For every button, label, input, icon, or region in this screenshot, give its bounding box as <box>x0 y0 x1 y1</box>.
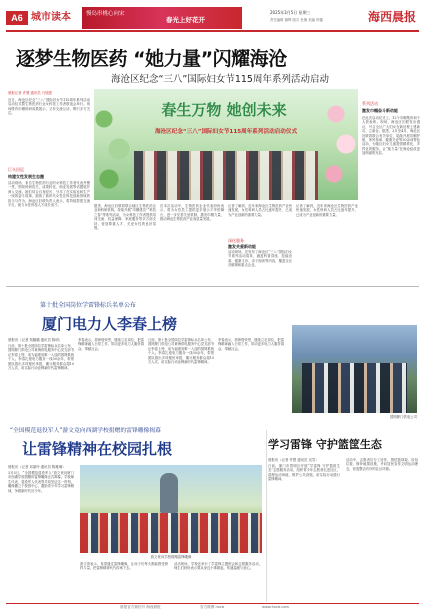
footer-rule <box>6 603 419 604</box>
lead-subheading-3: 深化服务 <box>228 238 244 243</box>
date-line: 2025年3月5日 星期三 <box>270 10 311 15</box>
header-rule <box>6 30 419 32</box>
story3-kicker: “全国模范退役军人”游文竟向西湖学校捐赠的雷锋雕像揭幕 <box>10 428 161 434</box>
story3-photo <box>80 465 262 553</box>
story3-photo-statue <box>160 473 178 513</box>
footer-right: www.hxcb.com <box>262 605 290 609</box>
stage-photo <box>94 89 358 200</box>
lead-body-col3: 在本次活动中，生物医药企业代表纷纷表示，将为女性员工提供更多展示才华的舞台，进一步完善关爱机制，激发巾帼力量，推动海沧生物医药产业高质量发展。 <box>160 204 224 222</box>
story3-body-col3: 活动现场，学校还举行了学雷锋主题班会和志愿服务活动，师生们纷纷表示要从身边小事做起，传递温暖与爱心。 <box>174 562 262 571</box>
story3-title: 让雷锋精神在校园扎根 <box>22 440 173 458</box>
story3-byline: 晨报讯（记者 邓丽玲 通讯员 陈雅琳） <box>8 465 66 469</box>
story4-body-col2: 活动中，志愿者们分工协作，擦拭篮球架、捡拾垃圾、修补破损设施，并向居民宣传文明运动理念，营造整洁有序的社区环境。 <box>346 458 418 471</box>
lead-subheading-4: 激发关爱新动能 <box>228 244 256 249</box>
stage-photo-sub-text: 海沧区纪念“三八”国际妇女节115周年系列活动启动仪式 <box>154 129 298 135</box>
story3-body-col1: 3月5日，“全国模范退役军人”游文竟向厦门市西湖学校捐赠的雷锋雕像正式揭幕。学校师生代表、退役军人代表等共同见证这一时刻。雕像矗立于校园中心，激励青少年学习雷锋精神，争做新时代好少年。 <box>8 471 74 493</box>
story2-byline: 晨报讯（记者 郑璐璐 通讯员 陈明） <box>8 338 63 342</box>
story3-photo-people <box>80 513 262 553</box>
section-name: 城市读本 <box>31 12 71 23</box>
banner-right-text: 春光上好花开 <box>166 16 205 24</box>
story2-photo-caption: 国网厦门供电公司 <box>389 415 417 419</box>
lead-separator <box>6 286 419 287</box>
side-heading-1: 系列活动 <box>362 101 378 106</box>
side-heading-2: 激发巾帼奋斗新动能 <box>362 108 398 113</box>
lead-body-col1: 活动现场，来自生物医药行业的女科技工作者代表齐聚一堂，围绕科研攻关、成果转化、职业发展等话题展开深入交流。她们结合自身经历，分享了在实验室和生产一线的奋斗故事，展现了新时代女性在科技创新领域的担当与作为。海沧区妇联负责人表示，将持续搭建交流平台，助力女性科技人才成长成才。 <box>8 181 90 208</box>
story3-photo-caption: 游文竟向学校捐赠雷锋雕像 <box>150 555 192 559</box>
story2-body-col4: 李春表示，将珍惜荣誉，继续立足岗位，把雷锋精神融入日常工作，带动更多电力人服务群众、奉献社会。 <box>218 338 284 351</box>
story4-byline: 晨报讯（记者 许慧 通讯员 吴雪） <box>268 458 319 462</box>
story2-title: 厦门电力人李春上榜 <box>42 315 178 333</box>
logo: 海西晨报 <box>368 10 417 24</box>
lead-subheading-2: 构建女性发展生态圈 <box>8 174 44 179</box>
footer-mid: 官方微博 hxcb <box>200 605 225 609</box>
story2-photo <box>292 325 417 413</box>
story4-body-col1: 日前，厦门市思明区开展“学雷锋 守护篮筐生态”志愿服务活动，组织青少年志愿者走进社区，清理运动场地、维护公共设施，用实际行动践行雷锋精神。 <box>268 464 340 482</box>
lead-subtitle: 海沧区纪念“三八”国际妇女节115周年系列活动启动 <box>111 74 329 85</box>
story2-kicker: 第十批全国岗位学雷锋标兵名单公布 <box>40 302 137 309</box>
lead-intro: 近日，海沧区纪念“三八”国际妇女节115周年系列活动启动仪式暨生物医药行业女科技工作者联谊会举行。现场既有巾帼科研成果展示，又有交流互动，吸引多方关注。 <box>8 98 90 116</box>
side-body: 在此次启动仪式上，12个巾帼集体和个人获表彰。现场，海沧区妇联发出倡议，号召全区广大妇女在新征程上建新功、立新业。据悉，3月至4月，海沧区妇联将联合有关单位，陆续开展巾帼护航、家风传承、健康关爱等30余项特色活动，为辖区妇女儿童提供精准化、多样化的服务，让“她力量”在海沧绽放更加绚丽的光彩。 <box>362 116 420 156</box>
page-code: A6 <box>6 11 28 25</box>
footer-left: 晨报官方微信号 海西晨报 <box>120 605 161 609</box>
story3-body-col2: 游文竟表示，希望通过雷锋雕像，让孩子们每天都能感受榜样力量，把雷锋精神代代传承下去。 <box>80 562 168 571</box>
story2-body-col3: 日前，第十批全国岗位学雷锋标兵名单公布，国网厦门供电公司黄海供电服务中心党支部书记李春上榜，成为福建省唯一入选的国网系统个人。李春扎根电力服务一线30余年，带领团队推出多项便民举措，累计服务群众超10万人次，用实际行动诠释新时代雷锋精神。 <box>148 338 214 365</box>
lead-subheading-1: 巨头回巡 <box>8 167 24 172</box>
lead-title: 逐梦生物医药 “她力量”闪耀海沧 <box>16 48 287 70</box>
lead-body-col4: 记者了解到，近年来海沧区生物医药产业快速发展，女性科研人员占比逐年提升，已成为产业创新的重要力量。 <box>228 204 292 217</box>
story2-body-col2: 李春表示，将珍惜荣誉，继续立足岗位，把雷锋精神融入日常工作，带动更多电力人服务群众、奉献社会。 <box>78 338 144 351</box>
lead-body-col6: 记者了解到，近年来海沧区生物医药产业快速发展，女性科研人员占比逐年提升，已成为产业创新的重要力量。 <box>296 204 358 217</box>
banner-left-text: 慢岛串桃心向宋 <box>86 11 125 17</box>
lead-body-col5: 活动现场，还发布了海沧区“三八”国际妇女节系列活动清单，涵盖科普讲座、技能竞赛、健康义诊、亲子阅读等内容，覆盖全区各镇街和重点企业。 <box>228 250 292 268</box>
editor-line: 责任编辑 谢辉 版式 杜铺 美编 钟鑫 <box>270 18 323 22</box>
lead-body-col2: 据悉，海沧区妇联将联合辖区生物医药企业和科研机构，持续开展“巾帼建功”“科技之春”等系列活动，为女科技工作者提供培训交流、权益保障、家庭服务等多方面支持，营造尊重人才、关爱女性的良好氛围。 <box>94 204 156 231</box>
story4-title: 学习雷锋 守护篮筐生态 <box>268 438 382 451</box>
stage-photo-people <box>134 151 318 200</box>
story2-body-col1: 日前，第十批全国岗位学雷锋标兵名单公布，国网厦门供电公司黄海供电服务中心党支部书记李春上榜，成为福建省唯一入选的国网系统个人。李春扎根电力服务一线30余年，带领团队推出多项便民举措，累计服务群众超10万人次，用实际行动诠释新时代雷锋精神。 <box>8 344 74 371</box>
story2-photo-people <box>302 363 407 413</box>
lead-byline: 晨报记者 许慧 通讯员 乃瑞建 <box>8 91 52 95</box>
column-rule <box>266 430 267 602</box>
stage-photo-main-text: 春生万物 她创未来 <box>161 101 287 119</box>
